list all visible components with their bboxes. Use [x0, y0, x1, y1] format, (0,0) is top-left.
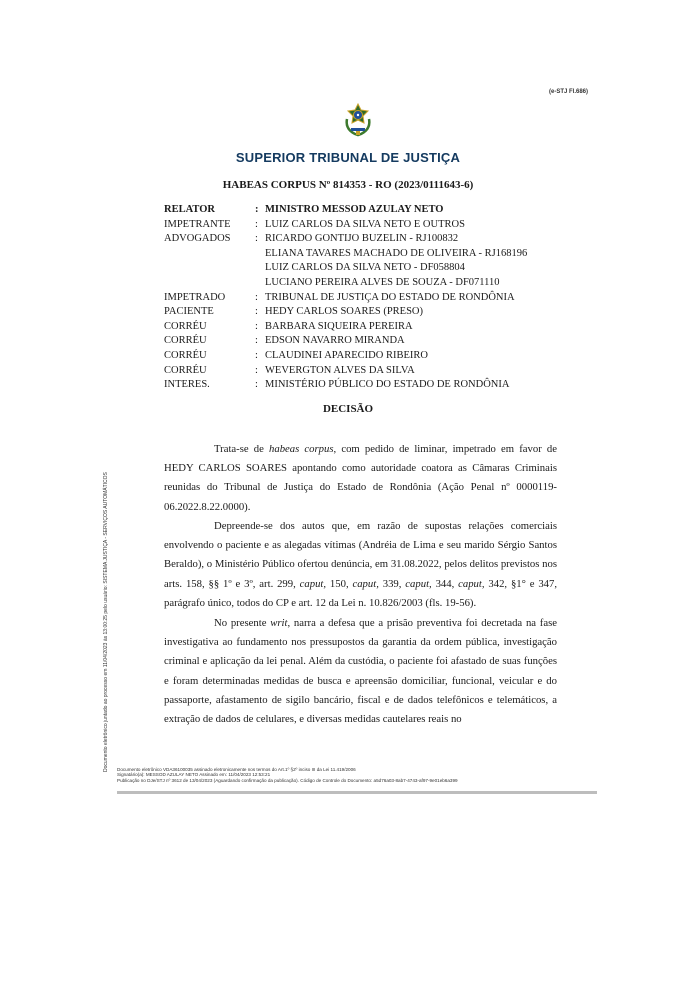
- party-row: [164, 232, 527, 247]
- party-row: [164, 349, 527, 364]
- party-separator: :: [255, 379, 258, 391]
- party-role: CORRÉU: [164, 320, 207, 332]
- party-role: INTERES.: [164, 379, 210, 391]
- party-role: RELATOR: [164, 204, 215, 215]
- party-row: [164, 378, 527, 393]
- paragraph-2: [164, 517, 557, 613]
- party-separator: :: [255, 204, 259, 215]
- party-name: TRIBUNAL DE JUSTIÇA DO ESTADO DE RONDÔNIA: [265, 291, 515, 303]
- party-separator: [255, 247, 265, 262]
- party-role: CORRÉU: [164, 364, 207, 376]
- party-role: ADVOGADOS: [164, 233, 231, 245]
- party-role: CORRÉU: [164, 335, 207, 347]
- party-row: [164, 247, 527, 262]
- party-separator: [255, 276, 265, 291]
- party-role: [164, 247, 255, 262]
- party-role: IMPETRANTE: [164, 218, 231, 230]
- footer-line-1: Documento eletrônico VDA36100035 assinado eletronicamente nos termos do Art.1º §2º inciso III da Lei 11.419/2006: [117, 767, 356, 772]
- party-row: [164, 203, 527, 218]
- p2-caput-2: caput,: [352, 577, 379, 590]
- party-name: EDSON NAVARRO MIRANDA: [265, 335, 405, 347]
- parties-list: [164, 203, 527, 393]
- p2-text-a: Depreende-se dos autos que, em razão de supostas relações comerciais envolvendo o paciente e as alegadas vítimas (Andréia de Lima e seu marido Sérgio Santos Beraldo), o Ministério Público ofertou denúncia, em 31.08.2022, pelos delitos previstos nos arts. 158, §§ 1º e 3º, art. 299,: [164, 520, 557, 590]
- party-separator: [255, 261, 265, 276]
- party-name: WEVERGTON ALVES DA SILVA: [265, 364, 415, 376]
- party-row: [164, 334, 527, 349]
- party-row: [164, 305, 527, 320]
- party-name: CLAUDINEI APARECIDO RIBEIRO: [265, 349, 428, 361]
- p2-caput-1: caput,: [299, 577, 327, 590]
- case-title: HABEAS CORPUS Nº 814353 - RO (2023/0111643-6): [222, 179, 474, 191]
- p2-text-b: 150,: [326, 577, 353, 590]
- p2-caput-3: caput,: [405, 577, 432, 590]
- p2-text-d: 344,: [431, 577, 459, 590]
- party-role: PACIENTE: [164, 306, 214, 318]
- page-stamp: (e-STJ Fl.686): [548, 89, 588, 95]
- party-name: ELIANA TAVARES MACHADO DE OLIVEIRA - RJ168196: [265, 247, 528, 259]
- party-name: LUIZ CARLOS DA SILVA NETO E OUTROS: [265, 218, 465, 230]
- party-row: [164, 364, 527, 379]
- party-name: LUCIANO PEREIRA ALVES DE SOUZA - DF071110: [265, 276, 500, 288]
- party-role: CORRÉU: [164, 349, 207, 361]
- party-separator: :: [255, 218, 258, 230]
- paragraph-3: [164, 614, 557, 729]
- party-separator: :: [255, 335, 258, 347]
- p1-text-a: Trata-se de: [214, 443, 269, 455]
- section-title: DECISÃO: [322, 403, 374, 415]
- p1-text-c: , com pedido de liminar, impetrado em favor de HEDY CARLOS SOARES apontando como autoridade coatora as Câmaras Criminais reunidas do Tribunal de Justiça do Estado de Rondônia (Ação Penal nº 0000119-06.2022.8.22.0000).: [164, 443, 557, 513]
- party-name: BARBARA SIQUEIRA PEREIRA: [265, 320, 413, 332]
- party-row: [164, 320, 527, 335]
- sidebar-stamp: Documento eletrônico juntado ao processo em 11/04/2023 às 13:00:25 pelo usuário: SISTEMA JUSTIÇA - SERVIÇOS AUTOMÁTICOS: [103, 472, 109, 772]
- party-separator: :: [255, 233, 258, 245]
- party-row: [164, 261, 527, 276]
- party-role: [164, 276, 255, 291]
- signature-footer: [117, 767, 458, 783]
- party-separator: :: [255, 291, 258, 303]
- party-role: IMPETRADO: [164, 291, 226, 303]
- brazil-coat-of-arms-icon: [343, 103, 373, 137]
- party-name: MINISTÉRIO PÚBLICO DO ESTADO DE RONDÔNIA: [265, 379, 510, 391]
- party-name: LUIZ CARLOS DA SILVA NETO - DF058804: [265, 262, 465, 274]
- p2-text-e: 342, §1° e 347, parágrafo único, todos do CP e art. 12 da Lei n. 10.826/2003 (fls. 19-56).: [164, 577, 558, 609]
- footer-divider: [117, 791, 597, 794]
- p1-italic-habeas: habeas corpus: [269, 443, 334, 455]
- party-separator: :: [255, 364, 258, 376]
- party-name: RICARDO GONTIJO BUZELIN - RJ100832: [265, 233, 459, 245]
- party-name: MINISTRO MESSOD AZULAY NETO: [265, 204, 444, 215]
- party-role: [164, 261, 255, 276]
- p2-text-c: 339,: [378, 577, 406, 590]
- paragraph-1: [164, 440, 557, 517]
- party-row: [164, 276, 527, 291]
- party-separator: :: [255, 349, 258, 361]
- p3-italic-writ: writ: [270, 617, 288, 629]
- court-name: SUPERIOR TRIBUNAL DE JUSTIÇA: [235, 150, 461, 165]
- p3-text-a: No presente: [214, 617, 271, 629]
- footer-line-3: Publicação no DJe/STJ nº 3612 de 13/04/2023 (Aguardando confirmação da publicação). Código de Controle do Documento: a5d76a03-8ab7-4743-af97-9e01eb6a399: [117, 777, 458, 783]
- p3-text-b: , narra a defesa que a prisão preventiva foi decretada na fase investigativa ao fundamento nos pressupostos da garantia da ordem pública, investigação criminal e aplicação da lei penal. Além da custódia, o paciente foi afastado de suas funções e foram determinadas medidas de busca e apreensão domiciliar, funcional, veicular e do passaporte, afastamento de sigilo bancário, fiscal e de dados telefônicos e telemáticos, a extração de dados de celulares, e diversas medidas cautelares reais no: [164, 617, 557, 726]
- party-separator: :: [255, 306, 258, 318]
- party-separator: :: [255, 320, 258, 332]
- party-row: [164, 291, 527, 306]
- p2-caput-4: caput,: [458, 577, 485, 590]
- footer-line-2: Signatário(a): MESSOD AZULAY NETO Assinado em: 11/04/2023 12:53:21: [117, 772, 271, 778]
- party-row: [164, 218, 527, 233]
- party-name: HEDY CARLOS SOARES (PRESO): [265, 306, 424, 318]
